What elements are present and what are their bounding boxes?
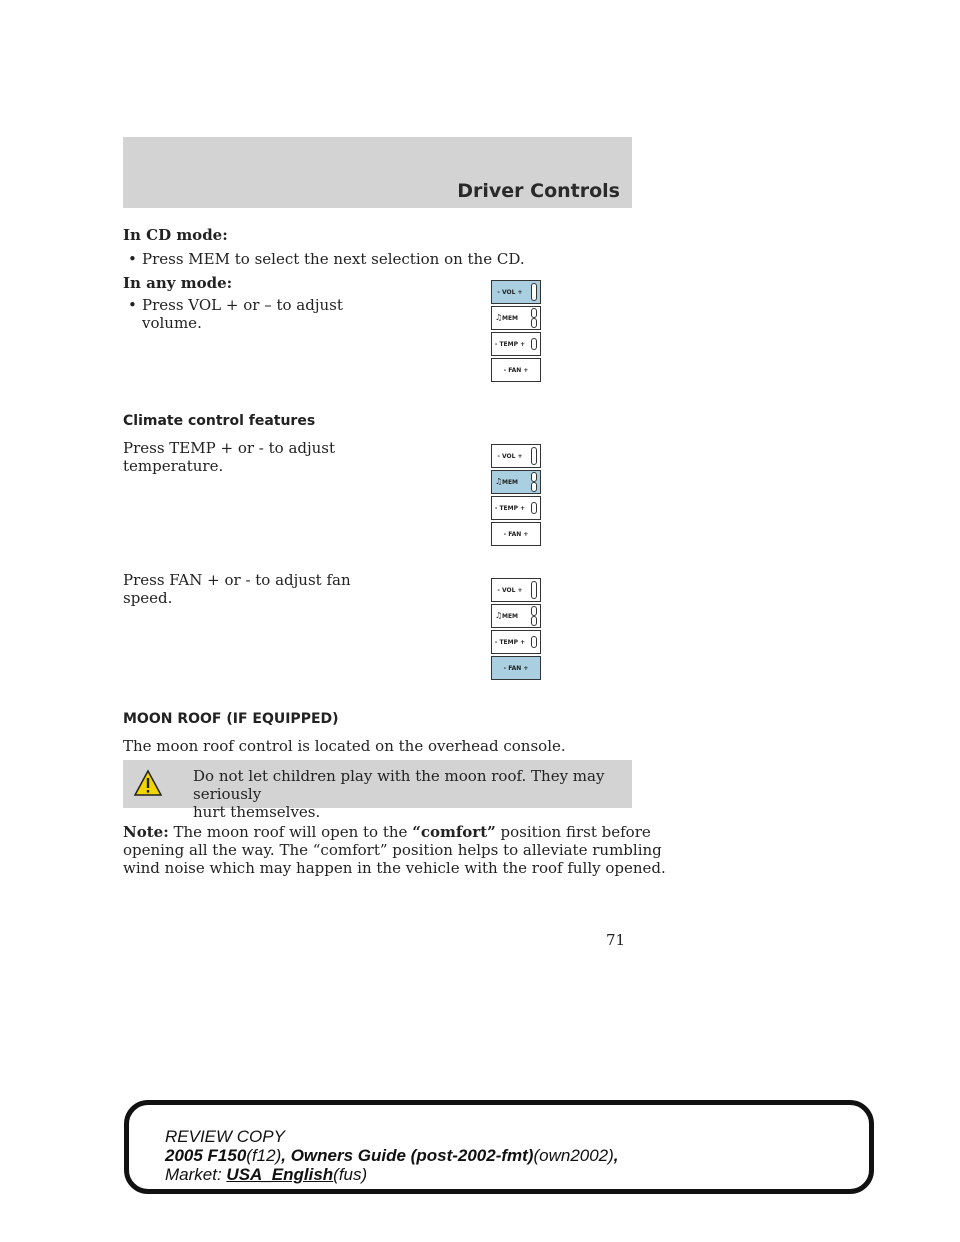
cd-mode-heading: In CD mode: (123, 226, 228, 244)
music-note-icon: ♫ (495, 611, 503, 620)
section-title: Driver Controls (457, 180, 620, 202)
climate-heading: Climate control features (123, 413, 316, 429)
warning-text (193, 767, 632, 821)
music-note-icon: ♫ (495, 477, 503, 486)
mem-button[interactable]: ♫ MEM (491, 604, 541, 628)
vol-button[interactable]: - VOL + (491, 578, 541, 602)
footer-line3: Market: USA_English(fus) (165, 1165, 368, 1184)
section-header-band (123, 137, 632, 208)
vol-instruction-line2: volume. (142, 314, 202, 332)
moonroof-note (123, 823, 666, 877)
note-text-bold: “comfort” (412, 823, 496, 841)
fan-button[interactable]: - FAN + (491, 656, 541, 680)
moonroof-heading: MOON ROOF (IF EQUIPPED) (123, 711, 339, 727)
warning-line1: Do not let children play with the moon roof. They may seriously (193, 767, 605, 803)
mem-button[interactable]: ♫ MEM (491, 306, 541, 330)
music-note-icon: ♫ (495, 313, 503, 322)
mem-button[interactable]: ♫ MEM (491, 470, 541, 494)
cd-mode-bullet-text: Press MEM to select the next selection on the CD. (142, 250, 525, 268)
audio-climate-panel-mem (491, 444, 541, 546)
temp-instruction-line1: Press TEMP + or - to adjust (123, 439, 336, 457)
note-line2: opening all the way. The “comfort” position helps to alleviate rumbling (123, 841, 662, 859)
fan-button[interactable]: - FAN + (491, 522, 541, 546)
footer-line2: 2005 F150(f12), Owners Guide (post-2002-fmt)(own2002), (165, 1146, 619, 1165)
fan-instruction-line1: Press FAN + or - to adjust fan (123, 571, 351, 589)
note-text-pre: The moon roof will open to the (173, 823, 408, 841)
temp-button[interactable]: - TEMP + (491, 332, 541, 356)
temp-button[interactable]: - TEMP + (491, 496, 541, 520)
any-mode-heading: In any mode: (123, 274, 233, 292)
temp-instruction-line2: temperature. (123, 457, 224, 475)
note-text-post: position first before (500, 823, 651, 841)
cd-mode-bullet: • Press MEM to select the next selection on the CD. (128, 250, 525, 268)
vol-instruction-line1: Press VOL + or – to adjust (142, 296, 343, 314)
page-number: 71 (606, 931, 626, 949)
note-line3: wind noise which may happen in the vehicle with the roof fully opened. (123, 859, 666, 877)
moonroof-intro: The moon roof control is located on the overhead console. (123, 737, 566, 755)
note-label: Note: (123, 823, 169, 841)
fan-button[interactable]: - FAN + (491, 358, 541, 382)
warning-line2: hurt themselves. (193, 803, 321, 821)
vol-indicator (531, 283, 537, 301)
fan-instruction-line2: speed. (123, 589, 173, 607)
warning-box (123, 760, 632, 821)
temp-instruction (123, 439, 335, 475)
footer-line1: REVIEW COPY (165, 1127, 285, 1146)
vol-button[interactable]: - VOL + (491, 444, 541, 468)
fan-instruction (123, 571, 351, 607)
audio-climate-panel-vol (491, 280, 541, 382)
audio-climate-panel-fan (491, 578, 541, 680)
warning-triangle-icon (133, 769, 163, 797)
temp-button[interactable]: - TEMP + (491, 630, 541, 654)
vol-button[interactable]: - VOL + (491, 280, 541, 304)
any-mode-bullet: • Press VOL + or – to adjust volume. (128, 296, 343, 332)
